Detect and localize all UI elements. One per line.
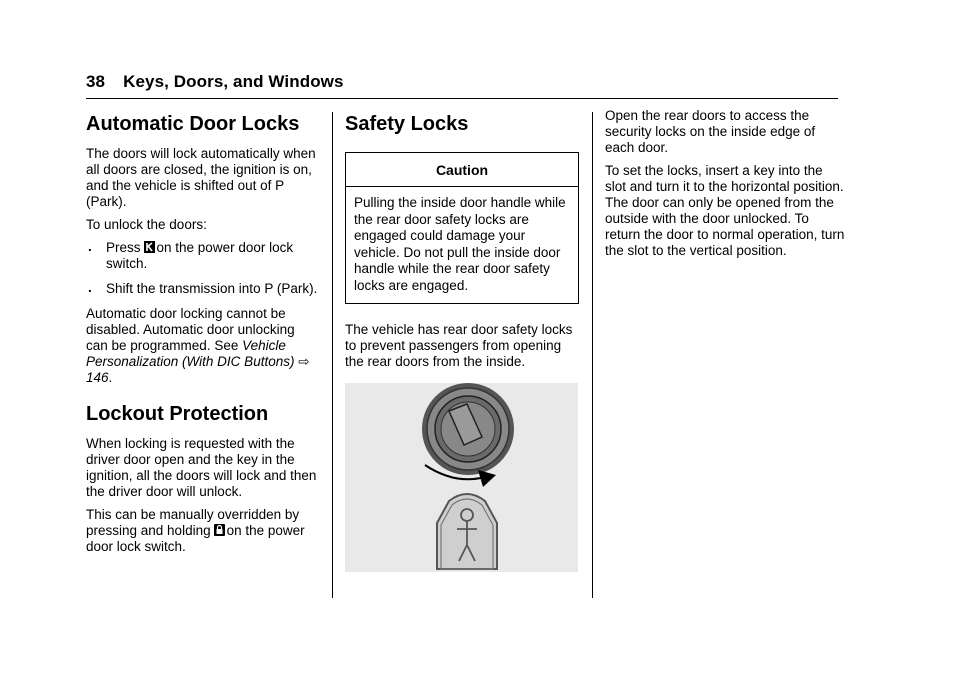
bullet-dot: . (88, 280, 92, 295)
page-number: 38 (86, 72, 106, 91)
heading-lockout-protection: Lockout Protection (86, 403, 269, 425)
safety-paragraph-1: The vehicle has rear door safety locks to prevent passengers from opening the rear doors from the inside. (345, 322, 573, 369)
bullet-dot: . (88, 239, 92, 254)
column-divider-1 (332, 112, 333, 598)
column-divider-2 (592, 112, 593, 598)
caution-box (345, 152, 579, 304)
header-divider (86, 98, 838, 99)
bullet2-text: Shift the transmission into P (Park). (106, 281, 318, 296)
unlock-icon (144, 241, 155, 253)
auto-p3-text: Automatic door locking cannot be disabled. Automatic door unlocking can be programmed. See (86, 306, 295, 353)
auto-paragraph-1: The doors will lock automatically when all doors are closed, the ignition is on, and the vehicle is shifted out of P (Park). (86, 146, 316, 209)
child-safety-lock-illustration (345, 383, 578, 572)
lock-icon (214, 524, 225, 536)
column-1 (86, 108, 320, 562)
cross-reference-link[interactable]: Vehicle Personalization (With DIC Buttons) (86, 338, 295, 369)
auto-paragraph-2: To unlock the doors: (86, 217, 207, 232)
page-reference[interactable]: 146 (86, 370, 109, 385)
heading-automatic-door-locks: Automatic Door Locks (86, 113, 300, 135)
lockout-p2-after: on the power door lock switch. (86, 523, 305, 554)
lockout-paragraph-2 (86, 507, 320, 555)
column-2 (345, 108, 581, 377)
heading-safety-locks: Safety Locks (345, 113, 469, 135)
caution-title: Caution (346, 153, 578, 187)
list-item-shift-park (86, 281, 320, 297)
right-paragraph-1: Open the rear doors to access the security locks on the inside edge of each door. (605, 108, 816, 155)
bullet1-text-before: Press (106, 240, 141, 255)
lockout-p2-before: This can be manually overridden by pressing and holding (86, 507, 300, 538)
right-paragraph-2: To set the locks, insert a key into the slot and turn it to the horizontal position. The door can only be opened from the outside with the door unlocked. To return the door to normal operation, turn the slot to the vertical position. (605, 163, 845, 258)
auto-paragraph-3: Automatic door locking cannot be disabled. Automatic door unlocking can be programmed. See Vehicle Personalization (With DIC Buttons) ⇨ 146. (86, 306, 310, 385)
bullet1-text-after: on the power door lock switch. (106, 240, 294, 271)
section-title: Keys, Doors, and Windows (123, 72, 344, 91)
list-item-press-unlock (86, 240, 320, 272)
column-3 (605, 108, 845, 266)
page-ref-arrow-icon: ⇨ (298, 354, 310, 369)
lockout-paragraph-1: When locking is requested with the driver door open and the key in the ignition, all the doors will lock and then the driver door will unlock. (86, 436, 317, 499)
page-header (86, 72, 344, 92)
caution-body: Pulling the inside door handle while the rear door safety locks are engaged could damage your vehicle. Do not pull the inside door handle while the rear door safety locks are engaged. (354, 195, 566, 293)
